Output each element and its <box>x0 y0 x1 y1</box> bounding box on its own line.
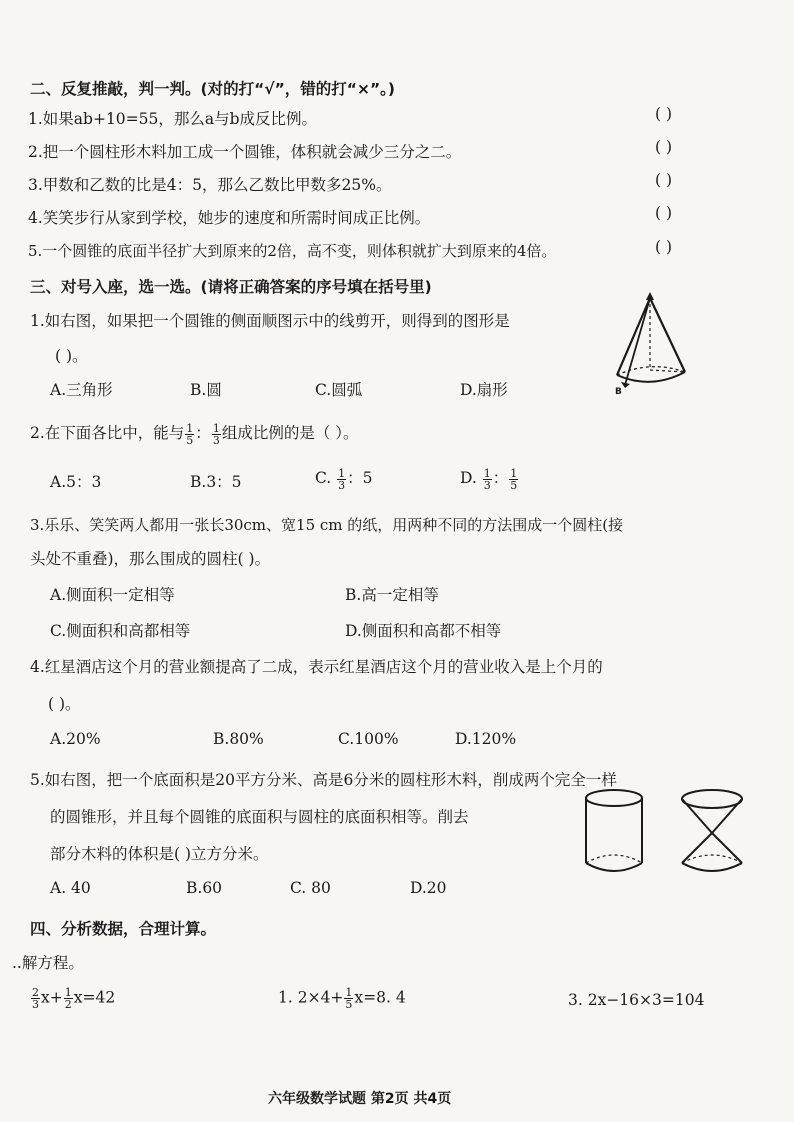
q1-option-d[interactable]: D.扇形 <box>460 381 508 399</box>
judge-item-2: 2.把一个圆柱形木料加工成一个圆锥，体积就会减少三分之二。 <box>28 143 462 161</box>
q5-option-a[interactable]: A. 40 <box>50 879 91 897</box>
q5-option-c[interactable]: C. 80 <box>290 879 331 897</box>
q2-stem: 2.在下面各比中，能与 $\frac{1}{5}$ ： $\frac{1}{3}$ 组成比例的是（ ）。 <box>30 421 359 447</box>
judge-item-5: 5.一个圆锥的底面半径扩大到原来的2倍，高不变，则体积就扩大到原来的4倍。 <box>28 242 557 260</box>
svg-text:B: B <box>615 387 622 397</box>
judge-item-4: 4.笑笑步行从家到学校，她步的速度和所需时间成正比例。 <box>28 209 431 227</box>
q5-option-d[interactable]: D.20 <box>410 879 447 897</box>
q4-option-d[interactable]: D.120% <box>455 730 517 748</box>
q2-option-b[interactable]: B.3：5 <box>190 473 242 491</box>
judge-item-3: 3.甲数和乙数的比是4：5，那么乙数比甲数多25%。 <box>28 176 392 194</box>
q2-fraction-1: $\frac{1}{5}$ <box>186 421 194 447</box>
q2-pre: 2.在下面各比中，能与 <box>30 424 185 442</box>
q1-answer-paren[interactable]: ( )。 <box>55 347 88 365</box>
section2-title: 二、反复推敲，判一判。(对的打“√”，错的打“×”。) <box>30 80 395 98</box>
q5-option-b[interactable]: B.60 <box>186 879 223 897</box>
q5-line1: 5.如右图，把一个底面积是20平方分米、高是6分米的圆柱形木料，削成两个完全一样 <box>30 771 617 789</box>
cone-figure <box>605 290 695 400</box>
cylinder-figure <box>578 785 650 877</box>
answer-paren-1[interactable]: ( ) <box>655 105 673 123</box>
q3-option-a[interactable]: A.侧面积一定相等 <box>50 586 175 604</box>
answer-paren-3[interactable]: ( ) <box>655 171 673 189</box>
section3-title: 三、对号入座，选一选。(请将正确答案的序号填在括号里) <box>30 278 432 296</box>
q4-option-c[interactable]: C.100% <box>338 730 399 748</box>
q2-post: 组成比例的是（ ）。 <box>221 424 359 442</box>
q1-option-a[interactable]: A.三角形 <box>50 381 113 399</box>
q5-line3: 部分木料的体积是( )立方分米。 <box>50 845 269 863</box>
q3-line1: 3.乐乐、笑笑两人都用一张长30cm、宽15 cm 的纸，用两种不同的方法围成一个圆柱(接 <box>30 516 624 534</box>
q4-option-b[interactable]: B.80% <box>213 730 264 748</box>
q2-option-c[interactable]: C. $\frac{1}{3}$ ：5 <box>315 466 373 492</box>
equation-3: 3. 2x−16×3=104 <box>568 991 705 1009</box>
q1-option-b[interactable]: B.圆 <box>190 381 222 399</box>
q3-option-d[interactable]: D.侧面积和高都不相等 <box>345 622 502 640</box>
q2-fraction-2: $\frac{1}{3}$ <box>212 421 220 447</box>
q1-option-c[interactable]: C.圆弧 <box>315 381 363 399</box>
equation-1: $\frac{2}{3}$ x+ $\frac{1}{2}$ x=42 <box>32 986 116 1011</box>
q4-option-a[interactable]: A.20% <box>50 730 101 748</box>
q2-option-a[interactable]: A.5：3 <box>50 473 102 491</box>
q3-line2: 头处不重叠)，那么围成的圆柱( )。 <box>30 550 271 568</box>
section4-title: 四、分析数据，合理计算。 <box>30 920 217 938</box>
q2-option-d[interactable]: D. $\frac{1}{3}$ ： $\frac{1}{5}$ <box>460 466 518 492</box>
answer-paren-5[interactable]: ( ) <box>655 238 673 256</box>
page-footer: 六年级数学试题 第2页 共4页 <box>268 1091 452 1107</box>
q3-option-b[interactable]: B.高一定相等 <box>345 586 439 604</box>
double-cone-figure <box>672 785 752 877</box>
q1-line1: 1.如右图，如果把一个圆锥的侧面顺图示中的线剪开，则得到的图形是 <box>30 312 510 330</box>
answer-paren-2[interactable]: ( ) <box>655 138 673 156</box>
q4-line1: 4.红星酒店这个月的营业额提高了二成，表示红星酒店这个月的营业收入是上个月的 <box>30 658 603 676</box>
q3-option-c[interactable]: C.侧面积和高都相等 <box>50 622 191 640</box>
equation-2: 1. 2×4+ $\frac{1}{5}$ x=8. 4 <box>278 986 406 1011</box>
answer-paren-4[interactable]: ( ) <box>655 204 673 222</box>
section4-subtitle: ..解方程。 <box>12 954 84 972</box>
judge-item-1: 1.如果ab+10=55，那么a与b成反比例。 <box>28 110 318 128</box>
q5-line2: 的圆锥形，并且每个圆锥的底面积与圆柱的底面积相等。削去 <box>50 808 469 826</box>
q4-answer-paren[interactable]: ( )。 <box>48 695 81 713</box>
